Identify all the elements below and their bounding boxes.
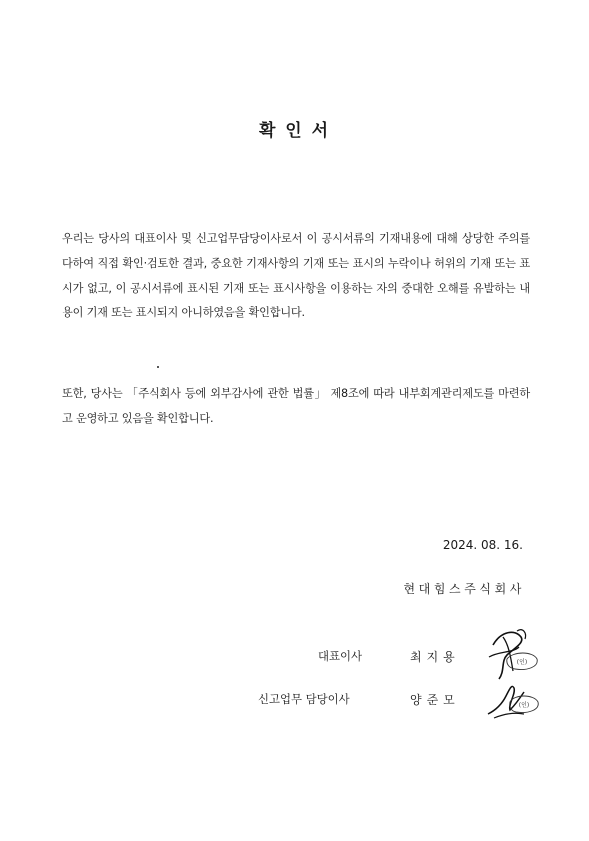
signature-stroke — [494, 713, 524, 718]
disclosure-officer-signature — [484, 674, 544, 722]
signatory-role-disclosure-officer: 신고업무 담당이사 — [258, 692, 350, 706]
stray-mark — [157, 366, 159, 368]
seal-text-ceo: (인) — [516, 659, 528, 666]
signature-stroke — [493, 632, 522, 679]
signatory-role-ceo: 대표이사 — [318, 649, 363, 663]
signatory-name-ceo: 최지용 — [410, 650, 460, 664]
seal-text-disclosure-officer: (인) — [518, 702, 530, 709]
document-date: 2024. 08. 16. — [442, 538, 523, 552]
paragraph-confirmation: 우리는 당사의 대표이사 및 신고업무담당이사로서 이 공시서류의 기재내용에 대해 상당한 주의를 다하여 직접 확인·검토한 결과, 중요한 기재사항의 기재 또는 표시의 누락이나 허위의 기재 또는 표시가 없고, 이 공시서류에 표시된 기재 또는 표시사항을 이용하는 자의 중대한 오해를 유발하는 내용이 기재 또는 표시되지 아니하였음을 확인합니다. — [62, 232, 530, 320]
paragraph-internal-control: 또한, 당사는 「주식회사 등에 외부감사에 관한 법률」 제8조에 따라 내부회계관리제도를 마련하고 운영하고 있음을 확인합니다. — [62, 387, 530, 425]
signatory-name-disclosure-officer: 양준모 — [410, 693, 460, 707]
company-name: 현대힘스주식회사 — [403, 582, 525, 596]
document-title: 확 인 서 — [258, 121, 331, 141]
signature-stroke — [488, 686, 524, 714]
